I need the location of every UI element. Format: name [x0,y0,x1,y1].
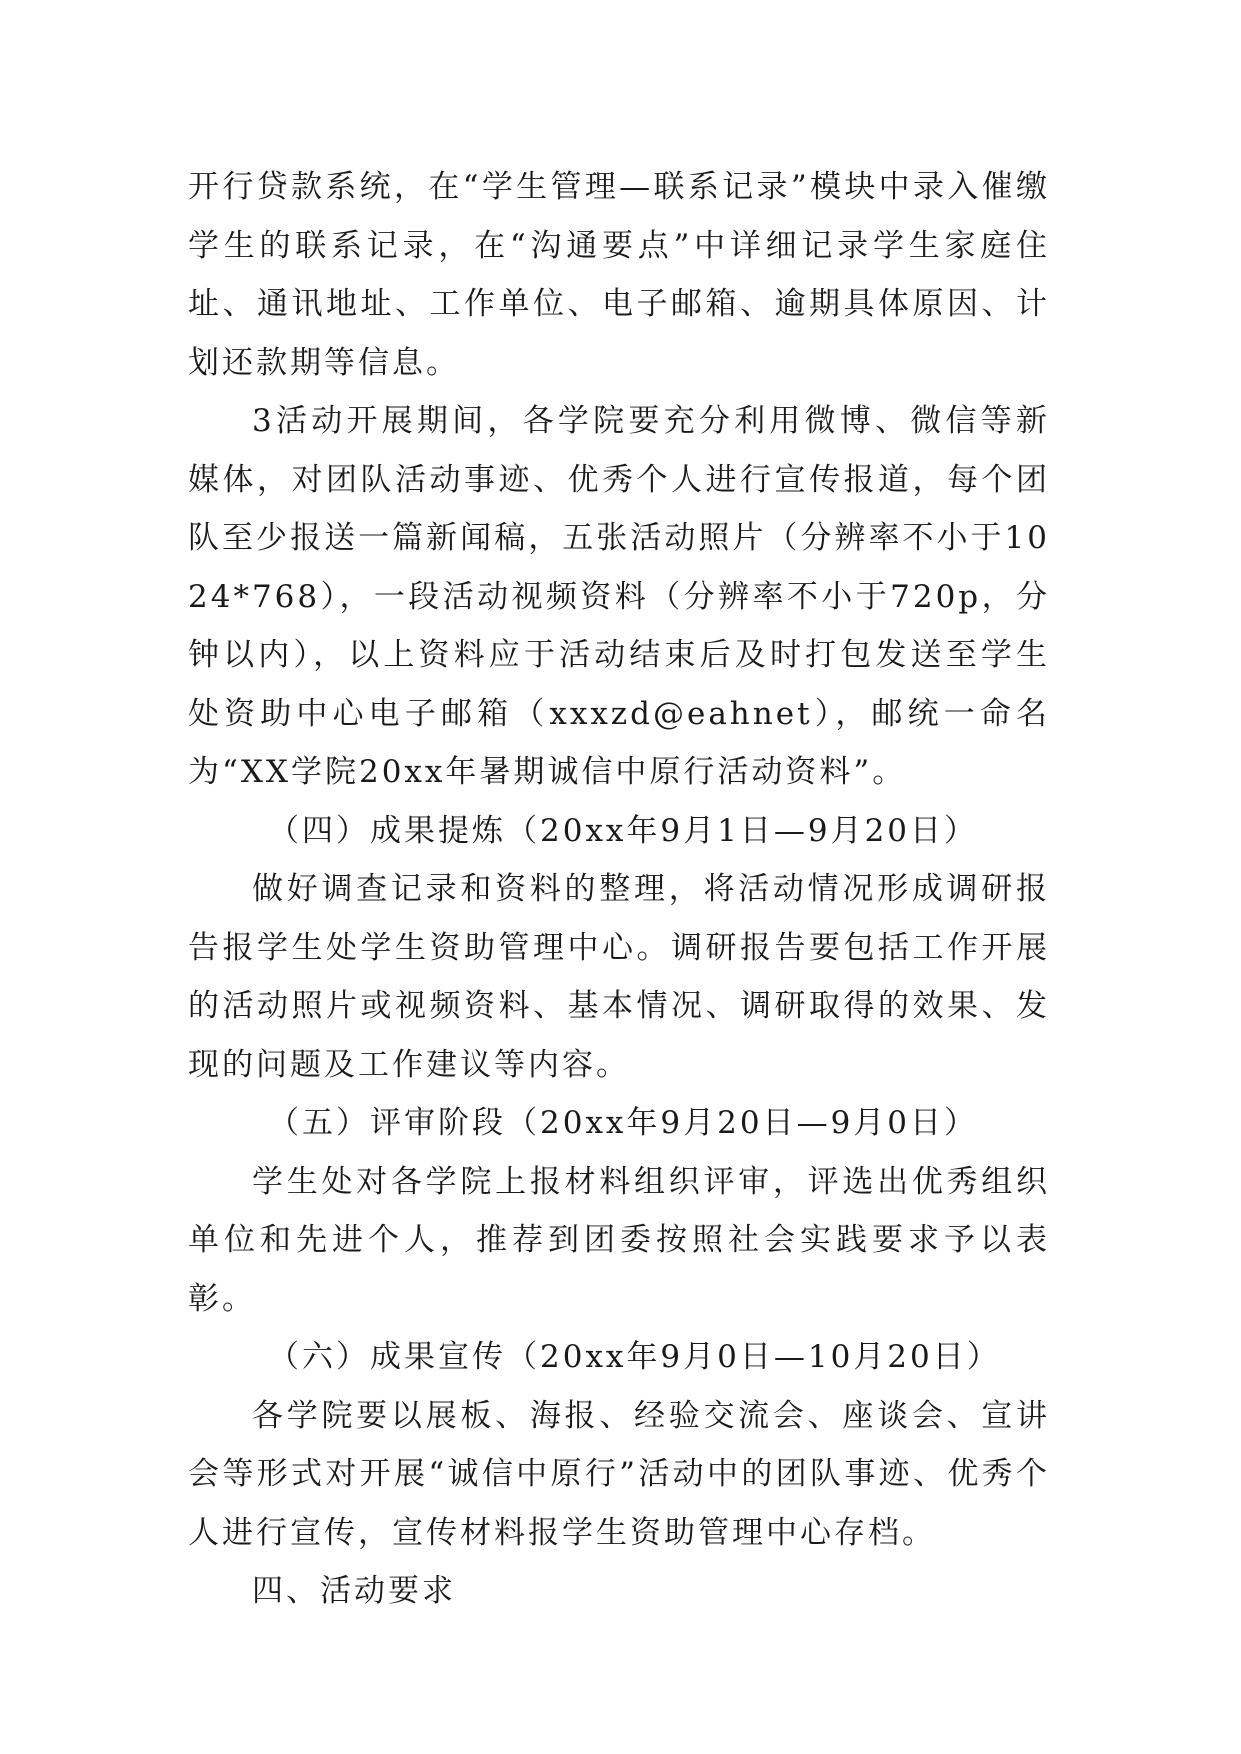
paragraph-publicity-forms: 各学院要以展板、海报、经验交流会、座谈会、宣讲会等形式对开展“诚信中原行”活动中的团队事迹、优秀个人进行宣传，宣传材料报学生资助管理中心存档。 [188,1397,1050,1551]
paragraph-media-publicity: 3活动开展期间，各学院要充分利用微博、微信等新媒体，对团队活动事迹、优秀个人进行宣传报道，每个团队至少报送一篇新闻稿，五张活动照片（分辨率不小于1024*768），一段活动视频资料（分辨率不小于720p，分钟以内），以上资料应于活动结束后及时打包发送至学生处资助中心电子邮箱（xxxzd@eahnet），邮统一命名为“XX学院20xx年暑期诚信中原行活动资料”。 [188,403,1050,790]
section-heading-review-stage: （五）评审阶段（20xx年9月20日—9月0日） [268,1105,979,1141]
section-heading-activity-requirements: 四、活动要求 [252,1573,456,1609]
paragraph-research-report: 做好调查记录和资料的整理，将活动情况形成调研报告报学生处学生资助管理中心。调研报告要包括工作开展的活动照片或视频资料、基本情况、调研取得的效果、发现的问题及工作建议等内容。 [188,871,1050,1083]
paragraph-review-commendation: 学生处对各学院上报材料组织评审，评选出优秀组织单位和先进个人，推荐到团委按照社会实践要求予以表彰。 [188,1163,1050,1317]
section-heading-results-publicity: （六）成果宣传（20xx年9月0日—10月20日） [268,1339,1001,1375]
document-body [188,158,1050,1621]
paragraph-loan-system-records: 开行贷款系统，在“学生管理—联系记录”模块中录入催缴学生的联系记录，在“沟通要点”中详细记录学生家庭住址、通讯地址、工作单位、电子邮箱、逾期具体原因、计划还款期等信息。 [188,169,1050,381]
section-heading-results-refinement: （四）成果提炼（20xx年9月1日—9月20日） [268,812,979,849]
